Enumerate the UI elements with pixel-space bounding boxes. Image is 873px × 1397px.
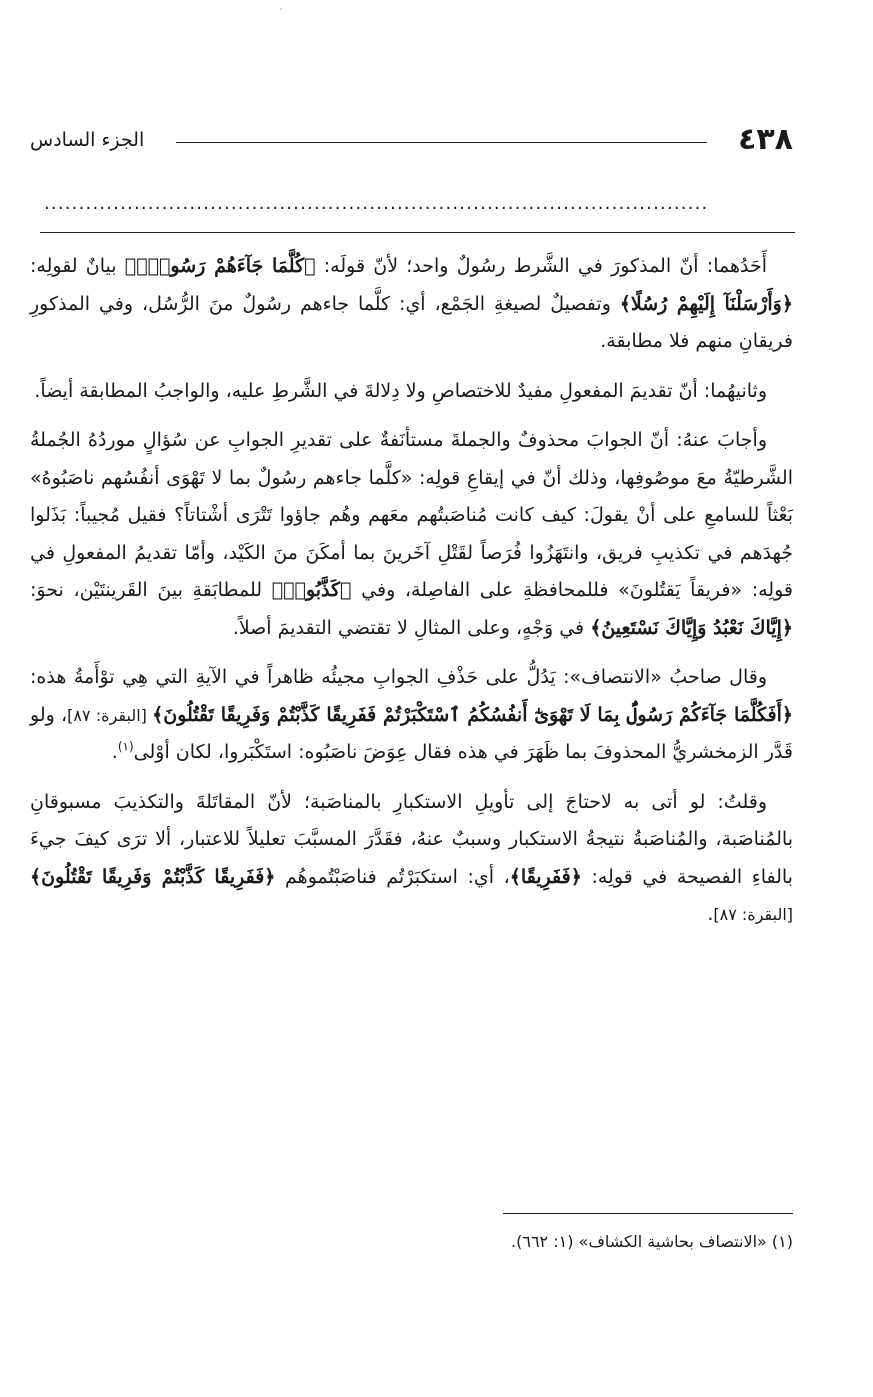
quran-quote: ﴿كَذَّبُوا۟﴾ <box>271 579 352 601</box>
quran-quote: ﴿كُلَّمَا جَآءَهُمْ رَسُولٌۢ﴾ <box>124 255 316 277</box>
text-run: للمطابَقةِ بينَ القَرينتَيْن، نحوَ: <box>30 579 272 601</box>
text-run: بيانٌ لقولِه: <box>30 255 125 277</box>
paragraph-1 <box>30 248 793 361</box>
scan-speck <box>280 8 282 10</box>
paragraph-5 <box>30 784 793 934</box>
footnote-marker[interactable]: (١) <box>117 739 134 754</box>
body-text <box>30 248 793 946</box>
text-run: أَحَدُهما: أنّ المذكورَ في الشَّرط رسُولٌ واحد؛ لأنّ قولَه: <box>315 255 767 277</box>
text-run: وقلتُ: لو أتى به لاحتاجَ إلى تأويلِ الاستكبارِ بالمناصَبة؛ لأنّ المقاتَلةَ والتكذيبَ مسبوقانِ بالمُناصَبة، والمُناصَبةُ نتيجةُ الاستكبار وسببٌ عنهُ، فقَدَّرَ المسبَّبَ تعليلاً للاعتبار، ألا ترَى كيفَ جيءَ بالفاءِ الفصيحة في قولِه: <box>30 790 793 888</box>
text-run: وتفصيلٌ لصيغةِ الجَمْع، أي: كلَّما جاءهم رسُولٌ منَ الرُّسُل، وفي المذكورِ فريقانِ منهم فلا مطابقة. <box>30 292 793 352</box>
paragraph-3 <box>30 422 793 647</box>
paragraph-2 <box>30 373 793 411</box>
surah-reference: [البقرة: ٨٧] <box>67 705 153 725</box>
text-run: في وَجْهٍ، وعلى المثالِ لا تقتضي التقديمَ أصلاً. <box>232 616 591 639</box>
text-run: . <box>111 741 118 763</box>
running-header <box>30 120 793 164</box>
text-run: وقال صاحبُ «الانتصاف»: يَدُلُّ على حَذْفِ الجوابِ مجيئُه ظاهراً في الآيةِ التي هِي توْأَمةُ هذه: <box>30 666 767 688</box>
part-title: الجزء السادس <box>30 129 145 151</box>
paragraph-4 <box>30 659 793 772</box>
page-number: ٤٣٨ <box>738 122 793 157</box>
ellipsis-line: ................................................................................................ <box>44 194 709 214</box>
top-rule <box>40 232 795 233</box>
text-run: ، ولو قَدَّر الزمخشريُّ المحذوفَ بما ظَهَرَ في هذه فقال عِوَضَ ناصَبُوه: استَكْبَروا، لكان أوْلى <box>30 703 793 763</box>
header-rule <box>176 142 707 143</box>
text-run: . <box>707 903 714 925</box>
quran-quote: ﴿وَأَرْسَلْنَآ إِلَيْهِمْ رُسُلًا﴾ <box>619 292 793 315</box>
text-run: وثانيهُما: أنّ تقديمَ المفعولِ مفيدٌ للاختصاصِ ولا دِلالةَ في الشَّرطِ عليه، والواجبُ المطابقة أيضاً. <box>34 379 767 402</box>
surah-reference: [البقرة: ٨٧] <box>713 905 793 924</box>
quran-quote: ﴿فَفَرِيقًا﴾ <box>509 865 582 888</box>
footnote: (١) «الانتصاف بحاشية الكشاف» (١: ٦٦٢). <box>511 1232 793 1251</box>
footnote-rule <box>503 1213 793 1214</box>
text-run: وأجابَ عنهُ: أنّ الجوابَ محذوفٌ والجملةَ مستأنَفةٌ على تقديرِ الجوابِ عن سُؤالٍ موردُهُ الجُملةُ الشَّرطيّةُ معَ موصُوفِها، وذلك أنّ في إيقاعِ قولِه: «كلَّما جاءهم رسُولٌ بما لا تَهْوَى أنفُسُهم ناصَبُوهُ» بَعْثاً للسامعِ على أنْ يقولَ: كيف كانت مُناصَبتُهم معَهم وهُم جاؤوا تَتْرَى أشْتاتاً؟ فقيل مُجيباً: بَذَلوا جُهدَهم في تكذيبِ فريق، وانتَهَزُوا فُرَصاً لقَتْلِ آخَرينَ بما أمكَنَ منَ الكَيْد، وأمّا تقديمُ المفعولِ في قولِه: «فريقاً يَقتُلونَ» فللمحافظةِ على الفاصِلة، وفي <box>30 429 793 601</box>
quran-quote: ﴿أَفَكُلَّمَا جَآءَكُمْ رَسُولٌۢ بِمَا لَا تَهْوَىٰٓ أَنفُسُكُمُ ٱسْتَكْبَرْتُمْ فَفَرِيقًا كَذَّبْتُمْ وَفَرِيقًا تَقْتُلُونَ﴾ <box>152 703 793 726</box>
quran-quote: ﴿فَفَرِيقًا كَذَّبْتُمْ وَفَرِيقًا تَقْتُلُونَ﴾ <box>30 865 276 888</box>
text-run: ، أي: استكبَرْتُم فناصَبْتُموهُم <box>275 865 510 888</box>
quran-quote: ﴿إِيَّاكَ نَعْبُدُ وَإِيَّاكَ نَسْتَعِينُ﴾ <box>590 616 793 639</box>
